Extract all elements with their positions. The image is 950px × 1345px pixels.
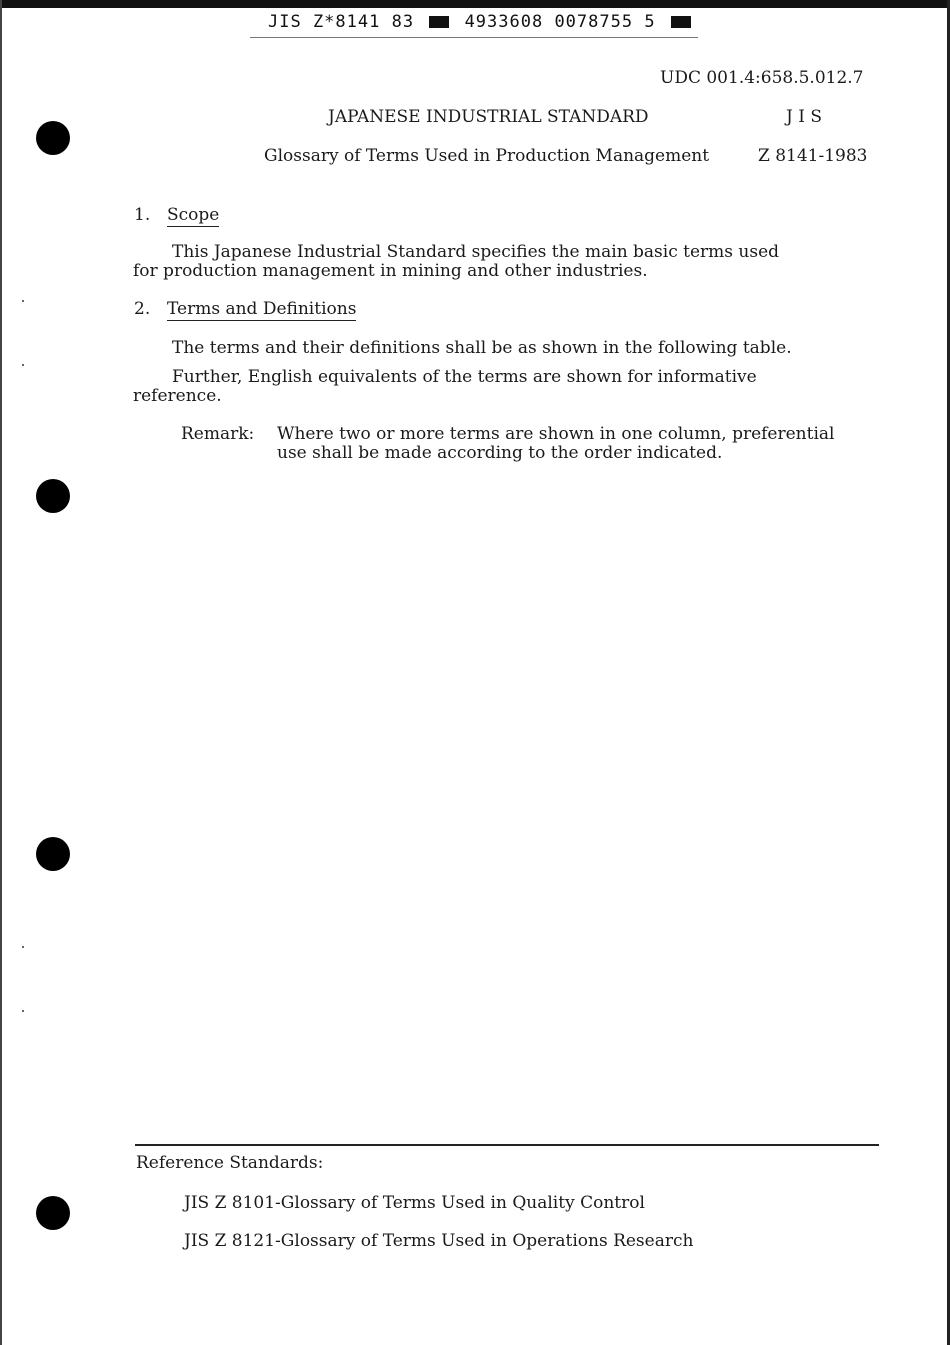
left-scan-border bbox=[0, 0, 2, 1345]
section-1-number: 1. bbox=[134, 205, 151, 225]
header-rule bbox=[250, 37, 698, 38]
redaction-block bbox=[429, 16, 449, 28]
remark-line-2: use shall be made according to the order indicated. bbox=[277, 443, 723, 463]
section-2-heading: Terms and Definitions bbox=[167, 299, 357, 319]
terms-paragraph-1: The terms and their definitions shall be as shown in the following table. bbox=[172, 338, 792, 358]
jis-mark: J I S bbox=[786, 107, 822, 127]
top-scan-border bbox=[0, 0, 950, 8]
document-number: Z 8141-1983 bbox=[758, 146, 868, 166]
reference-rule bbox=[135, 1144, 879, 1146]
terms-paragraph-2-line-2: reference. bbox=[133, 386, 222, 406]
section-2-number: 2. bbox=[134, 299, 151, 319]
udc-code: UDC 001.4:658.5.012.7 bbox=[660, 68, 864, 88]
punch-hole bbox=[36, 837, 70, 871]
scan-speck bbox=[22, 946, 24, 948]
scope-line-2: for production management in mining and other industries. bbox=[133, 261, 648, 281]
section-1-heading: Scope bbox=[167, 205, 220, 225]
reference-item: JIS Z 8121-Glossary of Terms Used in Operations Research bbox=[184, 1231, 694, 1251]
scan-speck bbox=[22, 1010, 24, 1012]
header-code-prefix: JIS Z*8141 83 bbox=[268, 12, 415, 32]
scope-line-1: This Japanese Industrial Standard specifies the main basic terms used bbox=[172, 242, 780, 262]
standard-title: JAPANESE INDUSTRIAL STANDARD bbox=[328, 107, 649, 127]
remark-line-1: Where two or more terms are shown in one column, preferential bbox=[277, 424, 835, 444]
scan-speck bbox=[22, 300, 24, 302]
punch-hole bbox=[36, 121, 70, 155]
punch-hole bbox=[36, 479, 70, 513]
remark-label: Remark: bbox=[181, 424, 255, 444]
header-code-mid: 4933608 0078755 5 bbox=[464, 12, 656, 32]
scan-speck bbox=[22, 364, 24, 366]
punch-hole bbox=[36, 1196, 70, 1230]
terms-paragraph-2-line-1: Further, English equivalents of the terms are shown for informative bbox=[172, 367, 757, 387]
document-title: Glossary of Terms Used in Production Management bbox=[264, 146, 710, 166]
reference-item: JIS Z 8101-Glossary of Terms Used in Quality Control bbox=[184, 1193, 645, 1213]
reference-heading: Reference Standards: bbox=[136, 1153, 324, 1173]
redaction-block bbox=[671, 16, 691, 28]
document-header-code bbox=[268, 12, 695, 32]
